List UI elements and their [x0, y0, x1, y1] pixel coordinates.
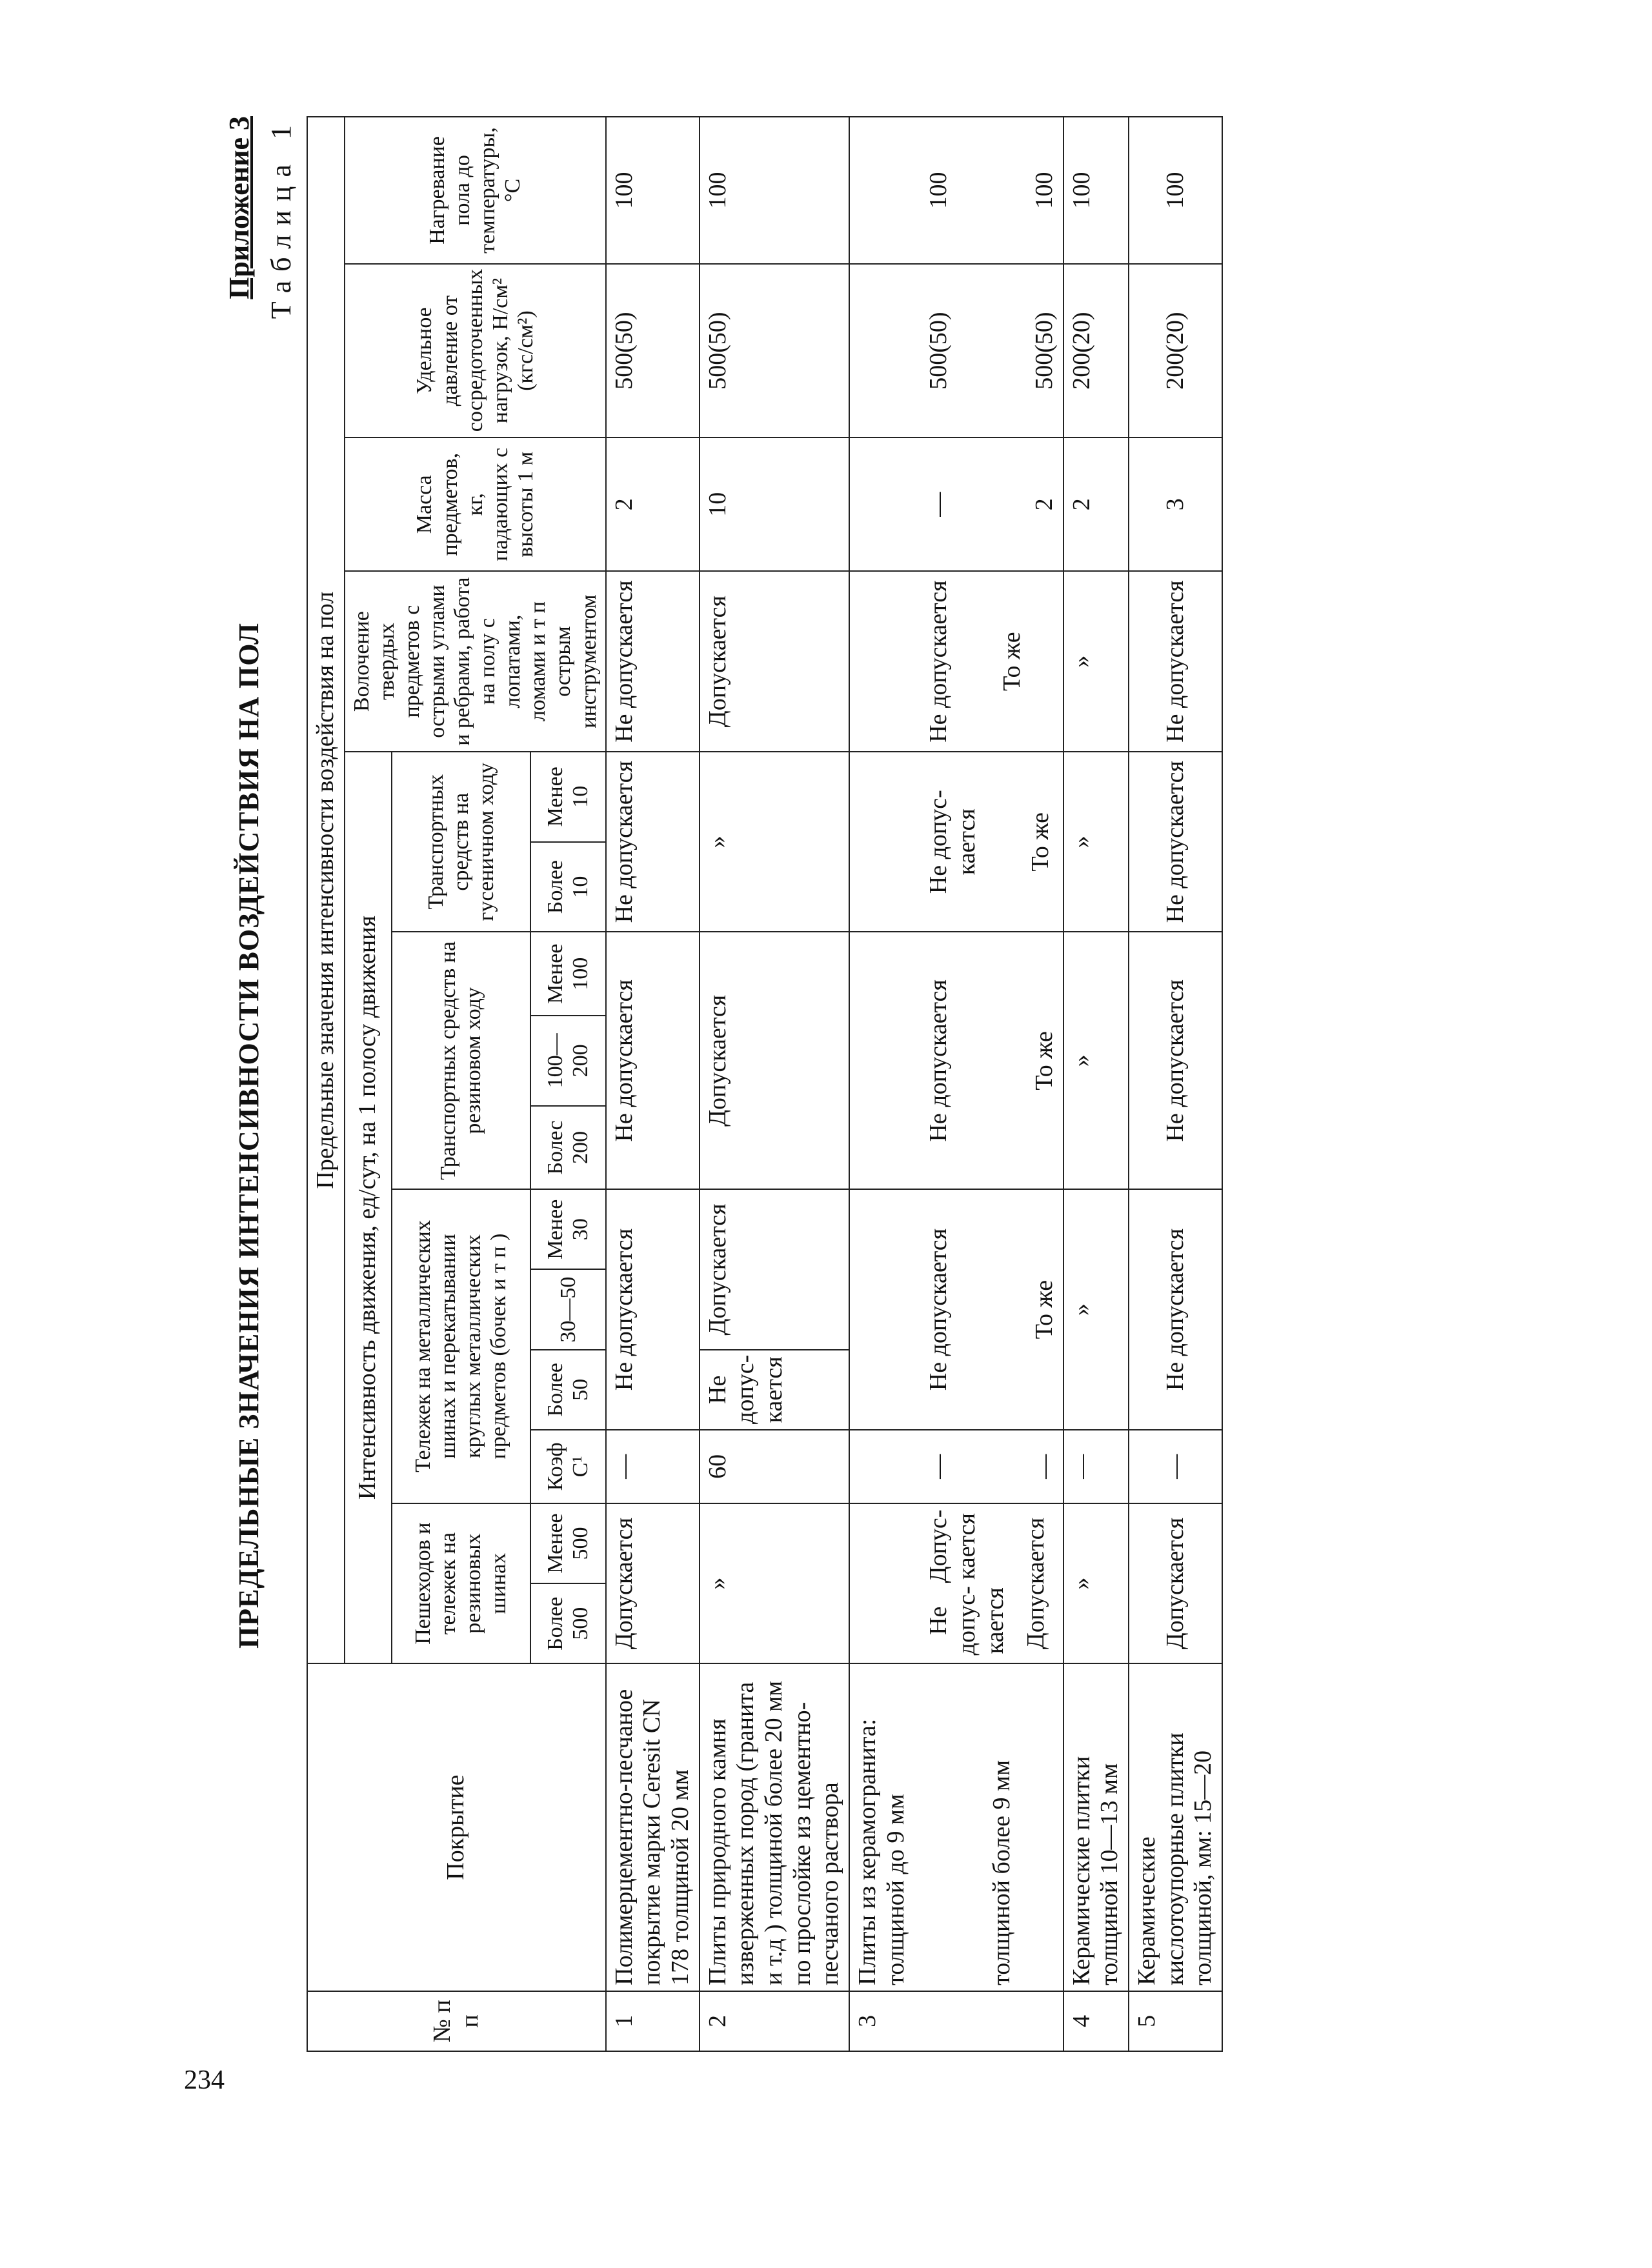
- coef-cell: [849, 1430, 1063, 1503]
- metal-cell: »: [1063, 1189, 1129, 1430]
- header-num: № п п: [307, 1991, 606, 2051]
- mass-cell: [849, 437, 1063, 571]
- row-number: 3: [849, 1991, 1063, 2051]
- track-cell: »: [1063, 752, 1129, 932]
- mass-b: 2: [1030, 498, 1058, 511]
- subheader-less-100: Менее 100: [530, 932, 606, 1015]
- pedestrians-cell: Допускается: [1129, 1503, 1222, 1664]
- coating-variant-a: толщиной до 9 мм: [881, 1794, 909, 1985]
- header-metal-carts: Тележек на металлических шинах и перекатывании круглых металлических предметов (бочек и т п ): [392, 1189, 530, 1503]
- mass-cell: 3: [1129, 437, 1222, 571]
- subheader-100-200: 100—200: [530, 1016, 606, 1106]
- metal-b: То же: [1030, 1280, 1058, 1340]
- rotated-sheet: [219, 116, 1510, 2052]
- pedestrians-cell: [849, 1503, 1063, 1664]
- limits-table: [307, 116, 1223, 2052]
- subheader-less-30: Менее 30: [530, 1189, 606, 1269]
- subheader-30-50: 30—50: [530, 1269, 606, 1349]
- header-pressure: Удельное давление от сосредоточенных нагрузок, Н/см² (кгс/см²): [345, 264, 606, 437]
- header-track-transport: Транспортных средств на гусеничном ходу: [392, 752, 530, 932]
- pressure-cell: [849, 264, 1063, 437]
- header-mass: Масса предметов, кг, падающих с высоты 1 м: [345, 437, 606, 571]
- pedestrians-cell: »: [700, 1503, 849, 1664]
- heating-cell: 100: [700, 117, 849, 264]
- dragging-cell: Допускается: [700, 571, 849, 752]
- coef-a: —: [925, 1454, 952, 1479]
- dragging-cell: Не допускается: [606, 571, 700, 752]
- pressure-b: 500(50): [1030, 312, 1058, 390]
- track-cell: Не допускается: [1129, 752, 1222, 932]
- appendix-label: Приложение 3: [223, 116, 255, 299]
- metal-cell: Не допускается: [606, 1189, 700, 1430]
- pressure-a: 500(50): [925, 312, 952, 390]
- heating-cell: [849, 117, 1063, 264]
- coef-cell: 60: [700, 1430, 849, 1503]
- metal-more-50-cell: Не допус-кается: [700, 1350, 849, 1430]
- rubber-cell: [849, 932, 1063, 1189]
- metal-cell: [849, 1189, 1063, 1430]
- coating-cell: Керамические кислотоупорные плитки толщиной, мм: 15—20: [1129, 1663, 1222, 1991]
- dragging-cell: Не допускается: [1129, 571, 1222, 752]
- page-number: 234: [184, 2065, 225, 2095]
- pressure-cell: 200(20): [1129, 264, 1222, 437]
- row-number: 5: [1129, 1991, 1222, 2051]
- row-number: 4: [1063, 1991, 1129, 2051]
- rubber-cell: Не допускается: [606, 932, 700, 1189]
- coating-variant-b: толщиной более 9 мм: [987, 1760, 1015, 1985]
- heating-a: 100: [925, 172, 952, 209]
- pedestrians-cell: Допускается: [606, 1503, 700, 1664]
- table-row: [1129, 117, 1222, 2051]
- subheader-more-10: Более 10: [530, 842, 606, 932]
- heating-cell: 100: [1129, 117, 1222, 264]
- table-row: [700, 117, 849, 2051]
- pedestrians-cell: »: [1063, 1503, 1129, 1664]
- rubber-cell: Допускается: [700, 932, 849, 1189]
- table-row: [849, 117, 1063, 2051]
- mass-cell: 2: [606, 437, 700, 571]
- rubber-b: То же: [1030, 1031, 1058, 1090]
- rubber-cell: »: [1063, 932, 1129, 1189]
- metal-rest-cell: Допускается: [700, 1189, 849, 1350]
- header-rubber-transport: Транспортных средств на резиновом ходу: [392, 932, 530, 1189]
- subheader-more-200: Болес 200: [530, 1106, 606, 1189]
- subheader-less-10: Менее 10: [530, 752, 606, 842]
- header-coating: Покрытие: [307, 1663, 606, 1991]
- pressure-cell: 500(50): [700, 264, 849, 437]
- pedestrians-a-less: Допус-кается: [925, 1509, 980, 1583]
- coef-b: —: [1030, 1454, 1058, 1479]
- rubber-a: Не допускается: [925, 979, 952, 1142]
- pedestrians-b: Допускается: [1022, 1518, 1050, 1650]
- rubber-cell: Не допускается: [1129, 932, 1222, 1189]
- heating-cell: 100: [606, 117, 700, 264]
- track-cell: [849, 752, 1063, 932]
- table-row: [1063, 117, 1129, 2051]
- pressure-cell: 200(20): [1063, 264, 1129, 437]
- row-number: 1: [606, 1991, 700, 2051]
- header-limits: Предельные значения интенсивности воздействия на пол: [307, 117, 345, 1663]
- track-a: Не допус-кается: [925, 790, 980, 894]
- header-intensity: Интенсивность движения, ед/сут, на 1 полосу движения: [345, 752, 392, 1664]
- dragging-b: То же: [998, 632, 1025, 691]
- mass-cell: 10: [700, 437, 849, 571]
- coating-cell: [849, 1663, 1063, 1991]
- metal-a: Не допускается: [925, 1228, 952, 1391]
- heating-cell: 100: [1063, 117, 1129, 264]
- heating-b: 100: [1030, 172, 1058, 209]
- mass-a: —: [925, 492, 952, 517]
- metal-cell: Не допускается: [1129, 1189, 1222, 1430]
- coating-heading: Плиты из керамогранита:: [854, 1718, 881, 1985]
- pedestrians-a-more: Не допус-кается: [925, 1586, 1009, 1656]
- subheader-more-500: Более 500: [530, 1583, 606, 1663]
- dragging-cell: [849, 571, 1063, 752]
- coating-cell: Полимерцементно-песчаное покрытие марки Ceresit CN 178 толщиной 20 мм: [606, 1663, 700, 1991]
- pressure-cell: 500(50): [606, 264, 700, 437]
- header-pedestrians: Пешеходов и тележек на резиновых шинах: [392, 1503, 530, 1664]
- track-cell: Не допускается: [606, 752, 700, 932]
- coating-cell: Плиты природного камня изверженных пород (гранита и т.д ) толщиной более 20 мм по прослойке из цементно-песчаного раствора: [700, 1663, 849, 1991]
- header-dragging: Волочение твердых предметов с острыми углами и ребрами, работа на полу с лопатами, ломами и т п острым инструментом: [345, 571, 606, 752]
- document-title: ПРЕДЕЛЬНЫЕ ЗНАЧЕНИЯ ИНТЕНСИВНОСТИ ВОЗДЕЙСТВИЯ НА ПОЛ: [233, 622, 265, 1649]
- coef-cell: —: [606, 1430, 700, 1503]
- track-b: То же: [1026, 812, 1054, 872]
- dragging-cell: »: [1063, 571, 1129, 752]
- coating-cell: Керамические плитки толщиной 10—13 мм: [1063, 1663, 1129, 1991]
- subheader-less-500: Менее 500: [530, 1503, 606, 1583]
- coef-cell: —: [1129, 1430, 1222, 1503]
- table-label: Таблица 1: [265, 116, 297, 319]
- coef-cell: —: [1063, 1430, 1129, 1503]
- mass-cell: 2: [1063, 437, 1129, 571]
- header-heating: Нагревание пола до температуры, °С: [345, 117, 606, 264]
- table-row: [606, 117, 700, 2051]
- row-number: 2: [700, 1991, 849, 2051]
- track-cell: »: [700, 752, 849, 932]
- subheader-more-50: Более 50: [530, 1350, 606, 1430]
- subheader-coef: Коэф C¹: [530, 1430, 606, 1503]
- dragging-a: Не допускается: [925, 580, 952, 743]
